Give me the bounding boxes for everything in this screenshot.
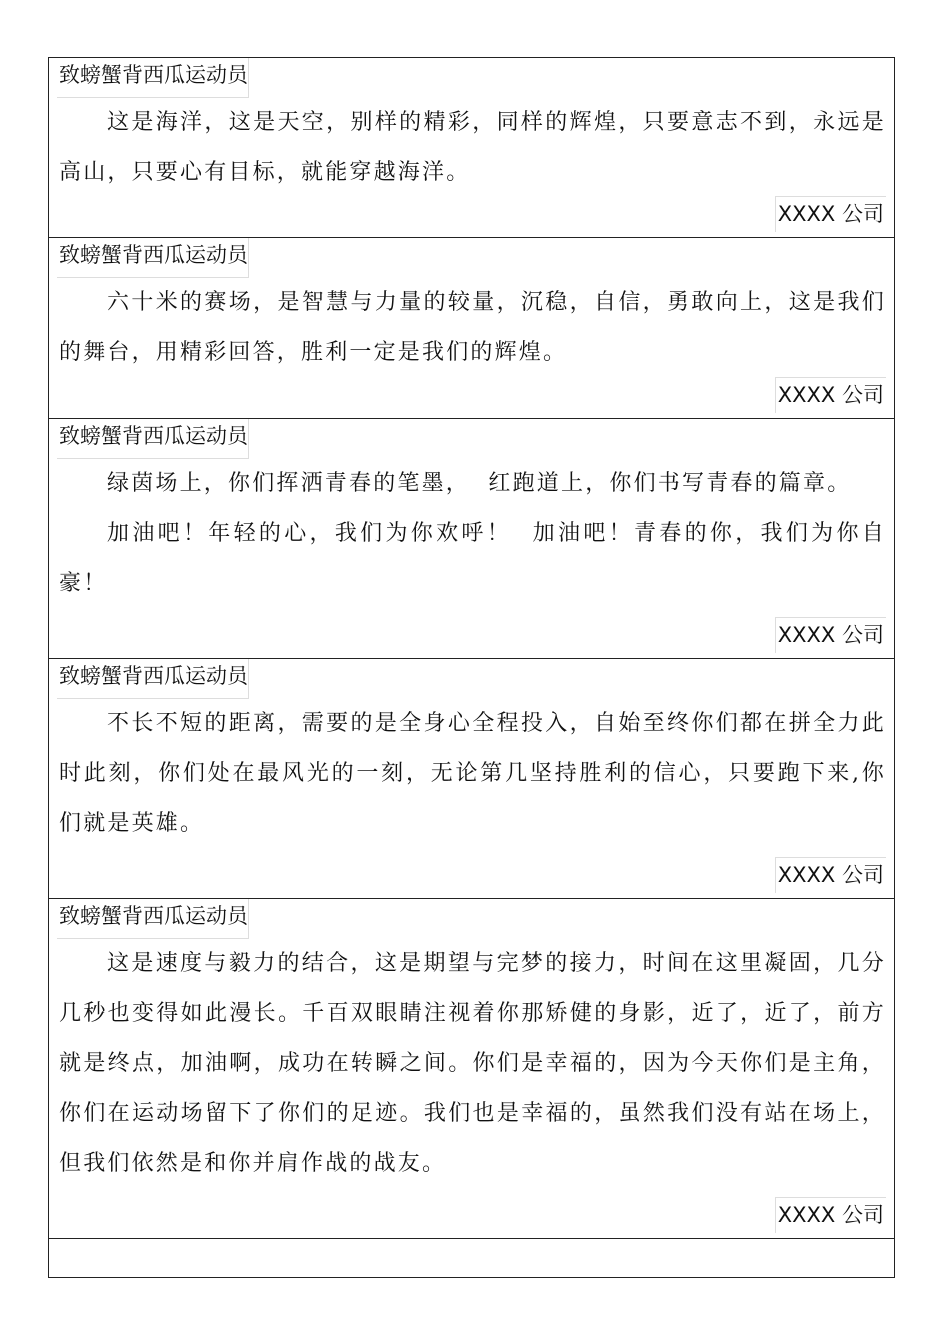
message-paragraph: 这是海洋，这是天空，别样的精彩，同样的辉煌，只要意志不到，永远是高山，只要心有目标，就能穿越海洋。 (59, 110, 886, 185)
message-block (49, 899, 894, 1239)
message-text (59, 98, 886, 198)
message-heading: 致螃蟹背西瓜运动员 (57, 419, 249, 459)
empty-row (49, 1239, 894, 1277)
company-signature: XXXX 公司 (775, 196, 886, 232)
message-heading: 致螃蟹背西瓜运动员 (57, 659, 249, 699)
message-paragraph: 不长不短的距离，需要的是全身心全程投入，自始至终你们都在拼全力此时此刻，你们处在最风光的一刻，无论第几坚持胜利的信心，只要跑下来,你们就是英雄。 (59, 711, 886, 836)
message-heading: 致螃蟹背西瓜运动员 (57, 238, 249, 278)
message-text (59, 278, 886, 378)
company-signature: XXXX 公司 (775, 377, 886, 413)
company-signature: XXXX 公司 (775, 857, 886, 893)
message-text (59, 699, 886, 849)
message-text (59, 939, 886, 1189)
message-block (49, 238, 894, 419)
message-paragraph: 加油吧！年轻的心，我们为你欢呼！ 加油吧！青春的你，我们为你自豪！ (59, 521, 886, 596)
document-table (48, 57, 895, 1278)
message-block (49, 659, 894, 899)
message-paragraph: 绿茵场上，你们挥洒青春的笔墨， 红跑道上，你们书写青春的篇章。 (107, 471, 852, 496)
message-paragraph: 六十米的赛场，是智慧与力量的较量，沉稳，自信，勇敢向上，这是我们的舞台，用精彩回答，胜利一定是我们的辉煌。 (59, 290, 886, 365)
company-signature: XXXX 公司 (775, 617, 886, 653)
message-heading: 致螃蟹背西瓜运动员 (57, 58, 249, 98)
message-paragraph: 这是速度与毅力的结合，这是期望与完梦的接力，时间在这里凝固，几分几秒也变得如此漫长。千百双眼睛注视着你那矫健的身影，近了，近了，前方就是终点，加油啊，成功在转瞬之间。你们是幸福的，因为今天你们是主角，你们在运动场留下了你们的足迹。我们也是幸福的，虽然我们没有站在场上，但我们依然是和你并肩作战的战友。 (59, 951, 886, 1176)
company-signature: XXXX 公司 (775, 1197, 886, 1233)
message-block (49, 419, 894, 659)
message-text (59, 459, 886, 609)
message-block (49, 58, 894, 238)
message-heading: 致螃蟹背西瓜运动员 (57, 899, 249, 939)
